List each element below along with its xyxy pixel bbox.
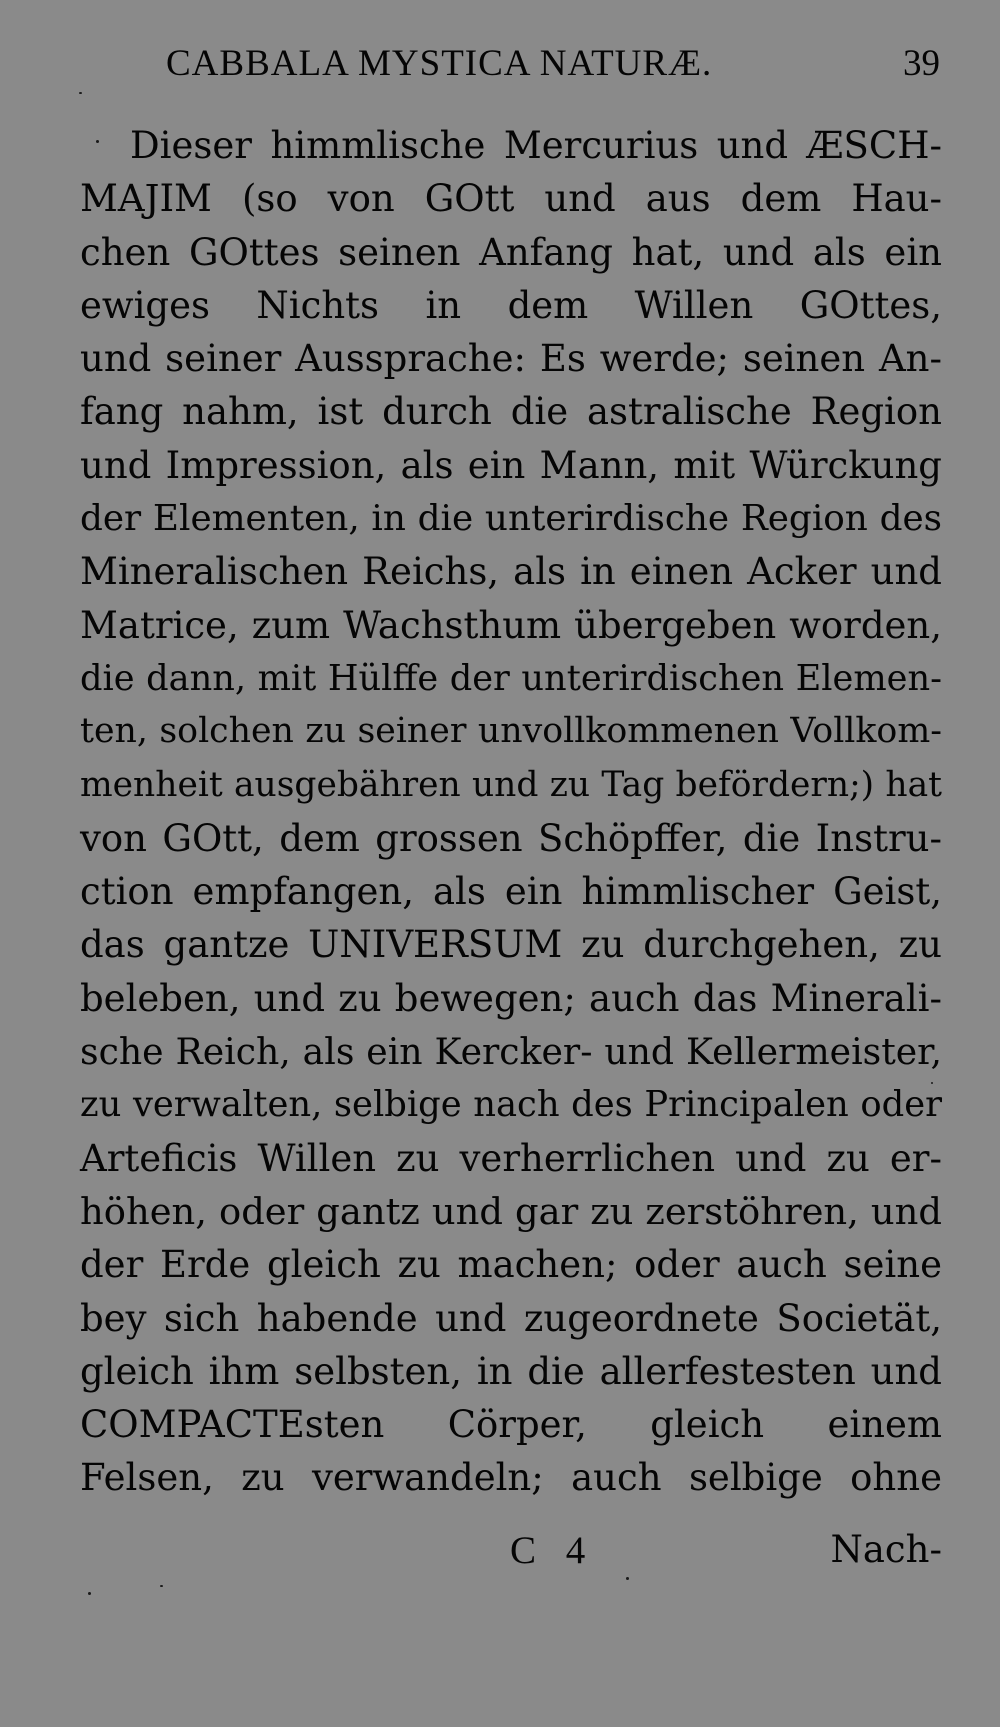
text-line: und seiner Aussprache: Es werde; seinen An-	[80, 337, 942, 381]
text-line: bey sich habende und zugeordnete Societät,	[80, 1296, 942, 1340]
ink-speck	[160, 1585, 163, 1587]
text-line: Felsen, zu verwandeln; auch selbige ohne	[80, 1456, 942, 1500]
text-line: MAJIM (so von GOtt und aus dem Hau-	[80, 177, 942, 221]
text-line: COMPACTEsten Cörper, gleich einem	[80, 1403, 942, 1447]
text-line: beleben, und zu bewegen; auch das Minerali-	[80, 976, 942, 1020]
text-line: chen GOttes seinen Anfang hat, und als ein	[80, 230, 942, 274]
text-line: zu verwalten, selbige nach des Principalen oder	[80, 1084, 942, 1126]
ink-speck	[931, 1082, 933, 1084]
running-title: CABBALA MYSTICA NATURÆ.	[166, 43, 713, 84]
page-header	[160, 42, 950, 92]
text-line: menheit ausgebähren und zu Tag befördern;) hat	[80, 764, 942, 805]
text-line: die dann, mit Hülffe der unterirdischen Elemen-	[80, 657, 942, 699]
text-line: sche Reich, als ein Kercker- und Kellermeister,	[80, 1030, 942, 1074]
text-line: der Erde gleich zu machen; oder auch seine	[80, 1243, 942, 1287]
text-line: Arteficis Willen zu verherrlichen und zu er-	[80, 1136, 942, 1180]
ink-speck	[626, 1577, 629, 1580]
text-line: fang nahm, ist durch die astralische Region	[80, 390, 942, 434]
text-line: Dieser himmlische Mercurius und ÆSCH-	[130, 124, 942, 167]
ink-speck	[96, 140, 99, 143]
page-footer	[510, 1528, 950, 1588]
text-line: gleich ihm selbsten, in die allerfestesten und	[80, 1349, 942, 1393]
text-line: und Impression, als ein Mann, mit Würckung	[80, 443, 942, 487]
ink-speck	[79, 92, 82, 94]
text-line: Matrice, zum Wachsthum übergeben worden,	[80, 603, 942, 647]
body-text	[80, 119, 942, 1505]
catchword: Nach-	[830, 1528, 942, 1571]
text-line: höhen, oder gantz und gar zu zerstöhren, und	[80, 1189, 942, 1233]
ink-speck	[88, 1592, 91, 1595]
text-line: das gantze UNIVERSUM zu durchgehen, zu	[80, 923, 942, 967]
text-line: ewiges Nichts in dem Willen GOttes,	[80, 283, 942, 327]
page-number: 39	[903, 43, 940, 84]
text-line: von GOtt, dem grossen Schöpffer, die Instru-	[80, 816, 942, 860]
text-line: der Elementen, in die unterirdische Region des	[80, 498, 942, 540]
signature-mark: C 4	[510, 1529, 596, 1572]
text-line: ction empfangen, als ein himmlischer Geist,	[80, 870, 942, 914]
text-line: Mineralischen Reichs, als in einen Acker und	[80, 550, 942, 594]
text-line: ten, solchen zu seiner unvollkommenen Vollkom-	[80, 711, 942, 752]
